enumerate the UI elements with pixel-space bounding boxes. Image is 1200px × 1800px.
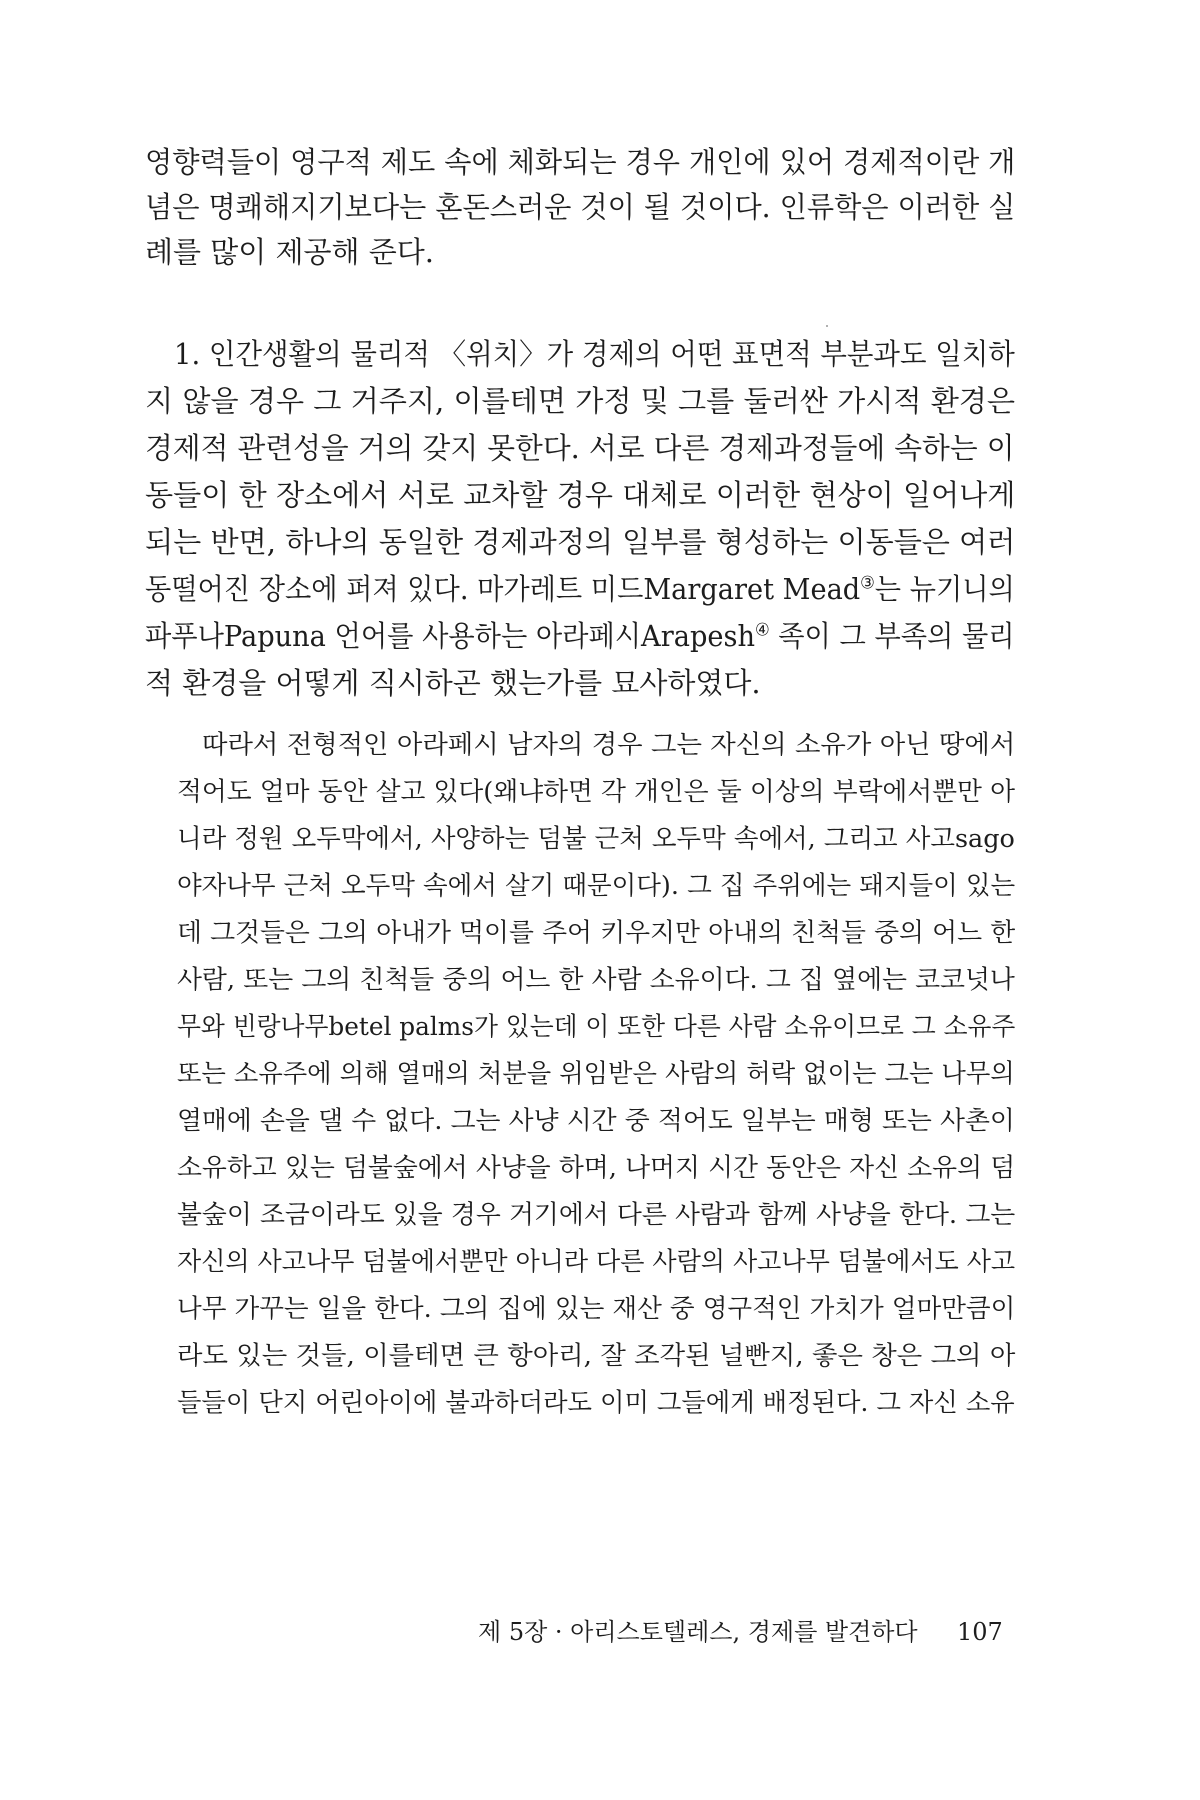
quote-line: 니라 정원 오두막에서, 사양하는 덤불 근처 오두막 속에서, 그리고 사고sago xyxy=(177,824,1015,854)
section-line: 동들이 한 장소에서 서로 교차할 경우 대체로 이러한 현상이 일어나게 xyxy=(145,478,1016,512)
quote-line: 들들이 단지 어린아이에 불과하더라도 이미 그들에게 배정된다. 그 자신 소유 xyxy=(177,1388,1015,1418)
section-line xyxy=(145,619,1015,653)
running-title: 제 5장 · 아리스토텔레스, 경제를 발견하다 xyxy=(478,1618,918,1646)
line-text: 파푸나Papuna 언어를 사용하는 아라페시Arapesh xyxy=(145,619,755,653)
quote-line: 사람, 또는 그의 친척들 중의 어느 한 사람 소유이다. 그 집 옆에는 코코넛나 xyxy=(177,965,1015,995)
quote-line: 자신의 사고나무 덤불에서뿐만 아니라 다른 사람의 사고나무 덤불에서도 사고 xyxy=(177,1247,1016,1277)
footnote-marker: ③ xyxy=(860,573,875,594)
quote-line: 나무 가꾸는 일을 한다. 그의 집에 있는 재산 중 영구적인 가치가 얼마만큼이 xyxy=(177,1294,1016,1324)
quote-line: 또는 소유주에 의해 열매의 처분을 위임받은 사람의 허락 없이는 그는 나무의 xyxy=(177,1059,1015,1089)
line-text: 는 뉴기니의 xyxy=(874,572,1015,606)
line-text: 동떨어진 장소에 퍼져 있다. 마가레트 미드Margaret Mead xyxy=(145,572,861,606)
section-line: 되는 반면, 하나의 동일한 경제과정의 일부를 형성하는 이동들은 여러 xyxy=(145,525,1016,559)
quote-line: 따라서 전형적인 아라페시 남자의 경우 그는 자신의 소유가 아닌 땅에서 xyxy=(202,730,1016,760)
section-line: 적 환경을 어떻게 직시하곤 했는가를 묘사하였다. xyxy=(145,666,761,700)
section-line: 1. 인간생활의 물리적 〈위치〉가 경제의 어떤 표면적 부분과도 일치하 xyxy=(174,337,1015,371)
quote-line: 적어도 얼마 동안 살고 있다(왜냐하면 각 개인은 둘 이상의 부락에서뿐만 아 xyxy=(177,777,1015,807)
intro-line: 례를 많이 제공해 준다. xyxy=(145,235,434,269)
footnote-marker: ④ xyxy=(754,620,770,641)
section-line: 경제적 관련성을 거의 갖지 못한다. 서로 다른 경제과정들에 속하는 이 xyxy=(145,431,1015,465)
quote-line: 무와 빈랑나무betel palms가 있는데 이 또한 다른 사람 소유이므로 그 소유주 xyxy=(177,1012,1016,1042)
quote-line: 열매에 손을 댈 수 없다. 그는 사냥 시간 중 적어도 일부는 매형 또는 사촌이 xyxy=(177,1106,1015,1136)
intro-line: 영향력들이 영구적 제도 속에 체화되는 경우 개인에 있어 경제적이란 개 xyxy=(145,145,1016,179)
quote-line: 데 그것들은 그의 아내가 먹이를 주어 키우지만 아내의 친척들 중의 어느 한 xyxy=(177,918,1016,948)
section-line xyxy=(145,572,1015,606)
section-line: 지 않을 경우 그 거주지, 이를테면 가정 및 그를 둘러싼 가시적 환경은 xyxy=(145,384,1016,418)
scan-speck xyxy=(826,325,828,327)
page-number: 107 xyxy=(957,1618,1003,1646)
quote-line: 라도 있는 것들, 이를테면 큰 항아리, 잘 조각된 널빤지, 좋은 창은 그의 아 xyxy=(177,1341,1016,1371)
intro-line: 념은 명쾌해지기보다는 혼돈스러운 것이 될 것이다. 인류학은 이러한 실 xyxy=(145,190,1016,224)
quote-line: 불숲이 조금이라도 있을 경우 거기에서 다른 사람과 함께 사냥을 한다. 그는 xyxy=(177,1200,1016,1230)
quote-line: 소유하고 있는 덤불숲에서 사냥을 하며, 나머지 시간 동안은 자신 소유의 덤 xyxy=(177,1153,1016,1183)
quote-line: 야자나무 근처 오두막 속에서 살기 때문이다). 그 집 주위에는 돼지들이 있는 xyxy=(177,871,1016,901)
line-text: 족이 그 부족의 물리 xyxy=(769,619,1015,653)
